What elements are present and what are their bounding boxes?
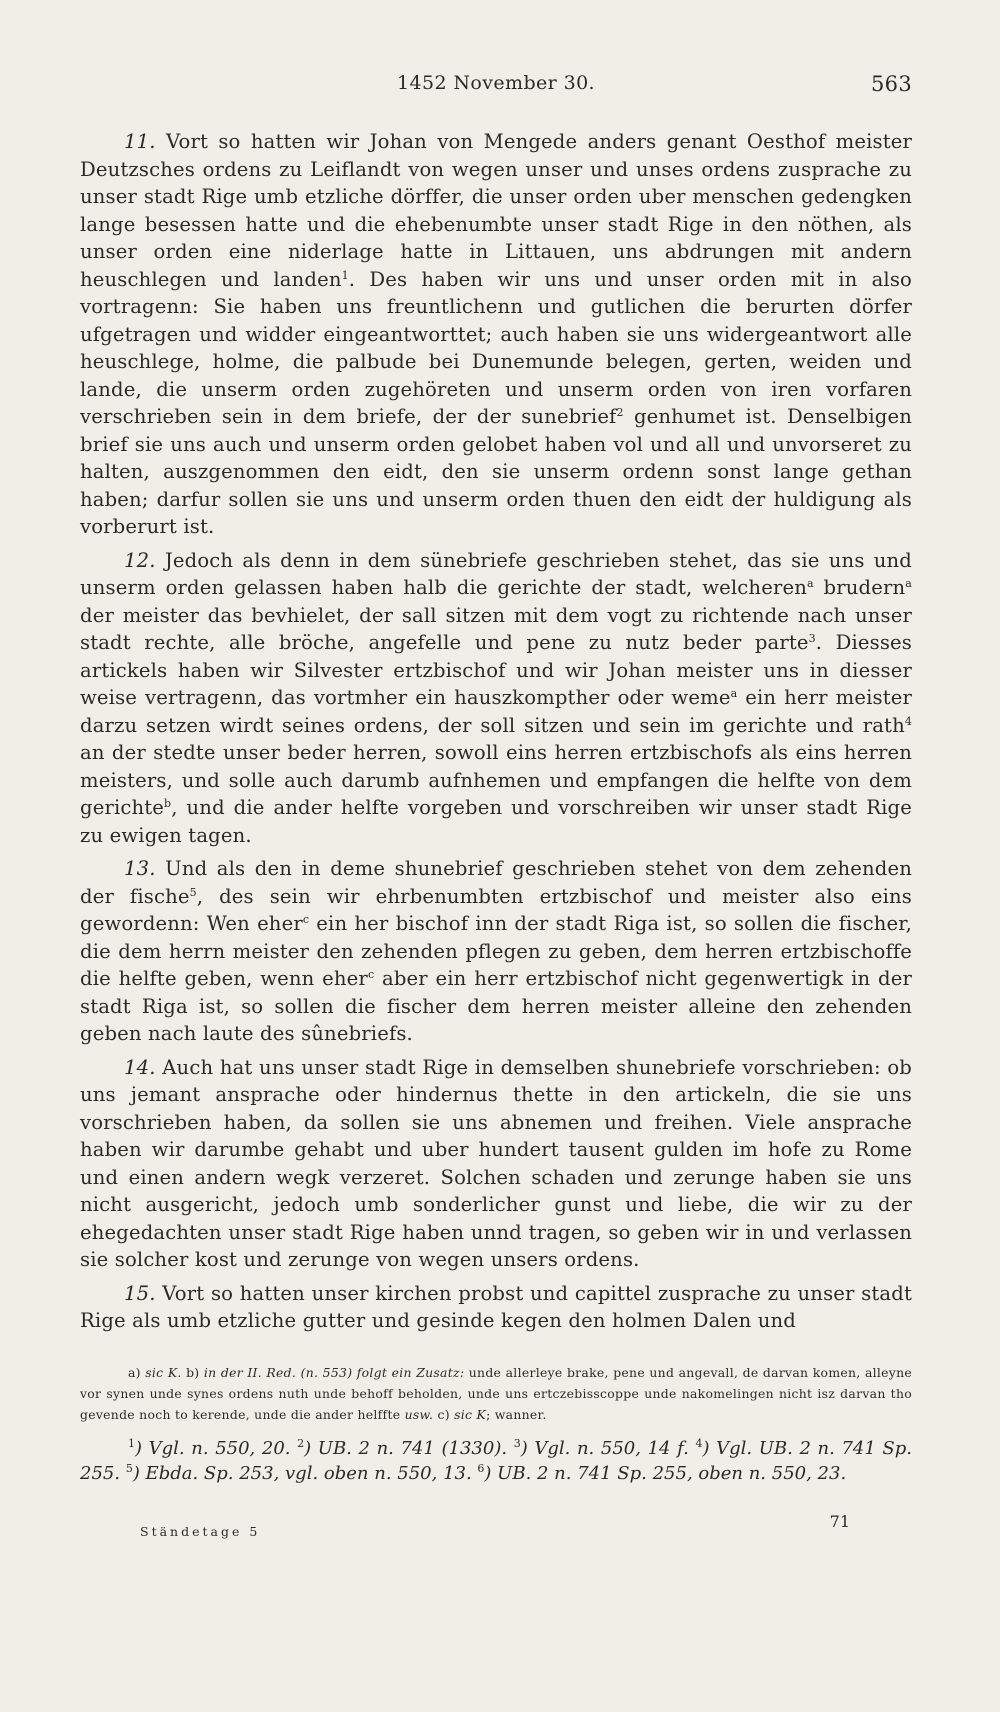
paragraph-text: ein herr meister darzu setzen wirdt seines ordens, der soll sitzen und sein im gerichte und rath: [80, 686, 912, 737]
footnote-ref: a: [730, 687, 738, 700]
footnote-ref: 4: [904, 714, 912, 728]
paragraph-number: 15.: [124, 1281, 156, 1305]
footnote-ref: 1: [341, 268, 349, 282]
footnote-ref: a: [905, 577, 912, 590]
paragraph-text: aber ein herr ertzbischof nicht gegenwertigk in der stadt Riga ist, so sollen die fischer dem herren meister alleine den zehenden geben nach laute des sûnebriefs.: [80, 967, 912, 1045]
paragraph-text: , des sein wir ehrbenumbten ertzbischof und meister also eins gewordenn: Wen eher: [80, 884, 912, 935]
page-number: 563: [871, 72, 912, 96]
body-text: [80, 128, 912, 1341]
paragraph-text: Vort so hatten wir Johan von Mengede anders genant Oesthof meister Deutzsches ordens zu Leiflandt von wegen unser und unses ordens zusprache zu unser stadt Rige umb etzliche dörffer, die unser orden uber menschen gedengken lange besessen hatte und die ehebenumbte unser stadt Rige in den nöthen, als unser orden eine niderlage hatte in Littauen, uns abdrungen mit andern heuschlegen und landen: [80, 130, 912, 291]
note-text: ; wanner.: [486, 1407, 547, 1422]
footnote-number: 5: [125, 1462, 133, 1475]
note-italic: sic K.: [145, 1365, 182, 1380]
paragraph-text: Und als den in deme shunebrief geschrieben stehet von dem zehenden der fische: [80, 857, 912, 908]
note-text: unde allerleye brake, pene und angevall, de darvan komen, alleyne vor synen unde synes ordens nuth unde behoff beholden, unde uns ertczebisscoppe unde nakomelingen nicht isz darvan tho gevende noch to kerende, unde die ander helffte: [80, 1365, 913, 1422]
footnote-ref: c: [302, 913, 310, 926]
footnote-number: 4: [695, 1437, 703, 1450]
paragraph-text: ein her bischof inn der stadt Riga ist, so sollen die fischer, die dem herrn meister den zehenden pflegen zu geben, dem herren ertzbischoffe die helfte geben, wenn eher: [80, 912, 912, 990]
textual-notes: [80, 1362, 912, 1425]
paragraph: [80, 1054, 912, 1274]
paragraph: [80, 547, 912, 850]
paragraph-number: 14.: [124, 1055, 156, 1079]
footnote-ref: 3: [808, 632, 816, 645]
footnote-text: ) Vgl. UB. 2 n. 741 Sp. 255.: [80, 1438, 912, 1484]
footer-label: Ständetage 5: [140, 1524, 261, 1539]
footnote-text: ) UB. 2 n. 741 (1330).: [304, 1438, 514, 1459]
header-date: 1452 November 30.: [397, 72, 595, 94]
paragraph-text: Vort so hatten unser kirchen probst und capittel zusprache zu unser stadt Rige als umb etzliche gutter und gesinde kegen den holmen Dalen und: [80, 1281, 912, 1332]
note-italic: sic K: [454, 1407, 487, 1422]
footnote-ref: a: [806, 577, 814, 590]
signature-mark: 71: [829, 1512, 850, 1531]
footnote-number: 6: [477, 1462, 485, 1475]
footnote-number: 3: [513, 1437, 521, 1450]
paragraph-text: . Des haben wir uns und unser orden mit in also vortragenn: Sie haben uns freuntlichenn und gutlichen die berurten dörfer ufgetragen und widder eingeantworttet; auch haben sie uns widergeantwort alle heuschlege, holme, die palbude bei Dunemunde belegen, gerten, weiden und lande, die unserm orden zugehöreten und unserm orden von iren vorfaren verschrieben sein in dem briefe, der der sunebrief: [80, 267, 912, 428]
footnote-text: ) Ebda. Sp. 253, vgl. oben n. 550, 13.: [132, 1463, 478, 1484]
paragraph-number: 11.: [124, 130, 156, 153]
footnote-ref: 5: [189, 885, 197, 899]
paragraph-text: an der stedte unser beder herren, sowoll eins herren ertzbischofs als eins herren meisters, und solle auch darumb aufnhemen und empfangen die helfte von dem gerichte: [80, 741, 912, 819]
footnote-text: ) Vgl. n. 550, 14 f.: [520, 1438, 696, 1459]
footnotes: [80, 1436, 912, 1486]
note-text: c): [433, 1407, 455, 1422]
paragraph-number: 13.: [124, 857, 156, 880]
paragraph-text: . Diesses artickels haben wir Silvester ertzbischof und wir Johan meister uns in diesser weise vertragenn, das vortmher ein hauszkompther oder weme: [80, 631, 913, 709]
footnote-ref: 2: [616, 406, 624, 419]
paragraph: [80, 1280, 912, 1335]
footnote-number: 1: [128, 1437, 135, 1450]
paragraph-text: Auch hat uns unser stadt Rige in demselben shunebriefe vorschrieben: ob uns jemant ansprache oder hindernus thette in den artickeln, die sie uns vorschrieben haben, da sollen sie uns abnemen und freihen. Viele ansprache haben wir darumbe gehabt und uber hundert tausent gulden im hofe zu Rome und einen andern wegk verzeret. Solchen schaden und zerunge haben sie uns nicht ausgericht, jedoch umb sonderlicher gunst und liebe, die wir zu der ehegedachten unser stadt Rige haben unnd tragen, so geben wir in und verlassen sie solcher kost und zerunge von wegen unsers ordens.: [80, 1055, 912, 1271]
paragraph: [80, 855, 912, 1048]
paragraph-number: 12.: [124, 548, 156, 572]
paragraph-text: genhumet ist. Denselbigen brief sie uns auch und unserm orden gelobet haben vol und all und unvorseret zu halten, auszgenommen den eidt, den sie unserm ordenn sonst lange gethan haben; darfur sollen sie uns und unserm orden thuen den eidt der huldigung als vorberurt ist.: [80, 405, 912, 538]
footnote-text: ) Vgl. n. 550, 20.: [135, 1438, 298, 1459]
paragraph-text: der meister das bevhielet, der sall sitzen mit dem vogt zu richtende nach unser stadt rechte, alle bröche, angefelle und pene zu nutz beder parte: [80, 603, 912, 654]
note-text: a): [128, 1365, 146, 1380]
paragraph-text: brudern: [813, 576, 906, 599]
note-text: b): [181, 1365, 204, 1380]
paragraph-text: Jedoch als denn in dem sünebriefe geschrieben stehet, das sie uns und unserm orden gelassen haben halb die gerichte der stadt, welcheren: [80, 548, 912, 599]
footnote-ref: c: [367, 968, 375, 981]
note-italic: usw.: [404, 1407, 434, 1422]
footnote-ref: b: [164, 797, 172, 810]
paragraph: [80, 128, 912, 541]
paragraph-text: , und die ander helfte vorgeben und vorschreiben wir unser stadt Rige zu ewigen tagen.: [80, 796, 912, 847]
footnote-text: ) UB. 2 n. 741 Sp. 255, oben n. 550, 23.: [484, 1463, 847, 1484]
page-header: [80, 72, 912, 104]
note-italic: in der II. Red. (n. 553) folgt ein Zusatz:: [203, 1365, 465, 1380]
footnote-number: 2: [297, 1437, 305, 1450]
